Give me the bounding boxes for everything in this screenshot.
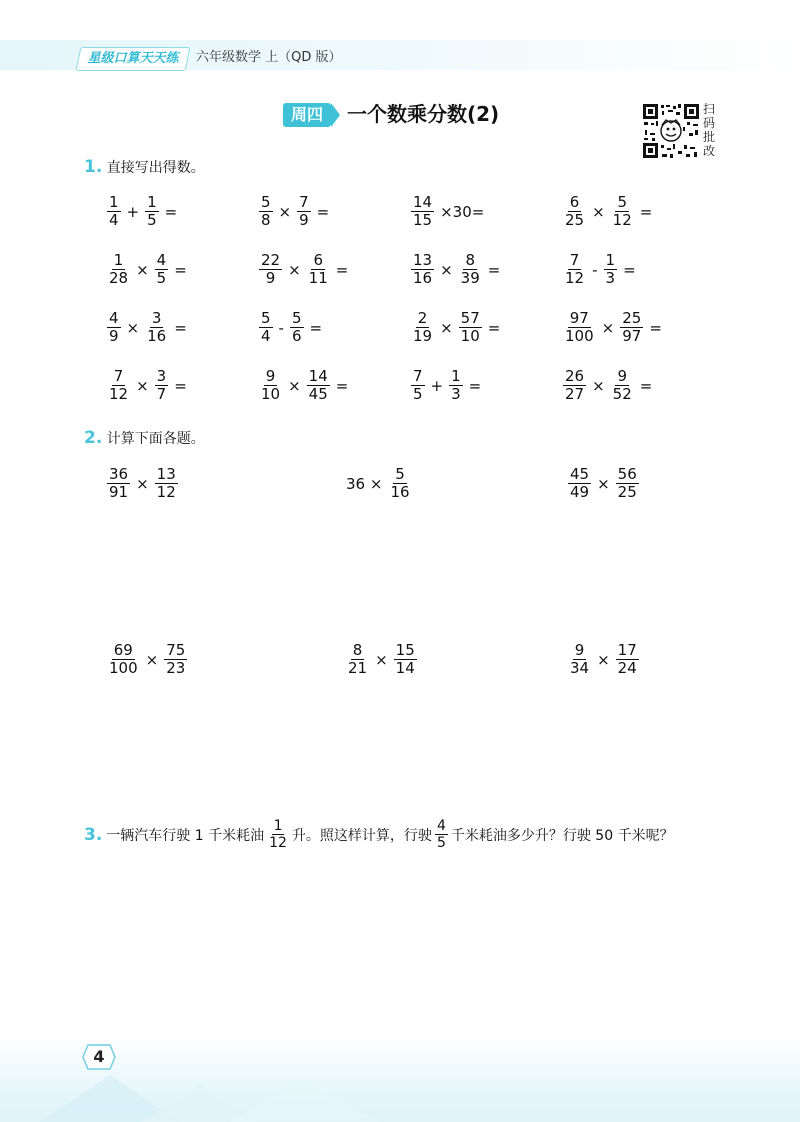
- page-number: 4: [93, 1047, 105, 1066]
- denominator: 25: [617, 483, 637, 501]
- numerator: 9: [574, 641, 585, 659]
- numerator: 8: [465, 251, 475, 269]
- fraction: [259, 194, 273, 229]
- oral-calc-problem: [560, 368, 655, 403]
- denominator: 19: [413, 327, 433, 345]
- operator: ×: [592, 376, 605, 395]
- oral-calc-problem: [104, 252, 190, 287]
- operator: =: [309, 318, 323, 337]
- problem-text: 千米耗油多少升？行驶 50 千米呢？: [450, 827, 674, 844]
- numerator: 3: [156, 367, 167, 385]
- lesson-title: 一个数乘分数(2): [347, 102, 500, 126]
- oral-calc-problem: [560, 252, 639, 287]
- denominator: 27: [565, 385, 585, 403]
- fraction: [145, 194, 159, 229]
- oral-calc-problem: [408, 252, 503, 287]
- fraction: [604, 252, 618, 287]
- numerator: 7: [113, 367, 124, 385]
- operator: =: [487, 260, 501, 279]
- fraction: [563, 194, 586, 229]
- operator: ×: [592, 202, 605, 221]
- denominator: 100: [565, 327, 594, 345]
- fraction: [611, 194, 634, 229]
- fraction: [297, 194, 311, 229]
- denominator: 91: [109, 483, 129, 501]
- operator: =: [174, 260, 187, 279]
- numerator: 1: [451, 367, 461, 385]
- operator: ×: [145, 650, 159, 669]
- operator: =: [639, 376, 653, 395]
- denominator: 12: [269, 835, 287, 851]
- numerator: 13: [413, 251, 433, 269]
- fraction: [307, 252, 330, 287]
- operator: ×: [136, 474, 149, 493]
- denominator: 12: [565, 269, 585, 287]
- numerator: 6: [569, 193, 580, 211]
- operator: +: [126, 202, 140, 221]
- numerator: 5: [261, 309, 271, 327]
- numerator: 5: [395, 465, 405, 483]
- operator: ×: [288, 376, 301, 395]
- numerator: 7: [569, 251, 580, 269]
- operator: =: [174, 318, 187, 337]
- operator: =: [335, 376, 349, 395]
- denominator: 34: [570, 659, 590, 677]
- denominator: 9: [109, 327, 119, 345]
- problem-text: 升。照这样计算，行驶: [291, 827, 432, 844]
- denominator: 8: [261, 211, 271, 229]
- section-3-problem: [84, 818, 674, 851]
- numerator: 14: [308, 367, 328, 385]
- section-2-heading: [84, 427, 205, 450]
- numerator: 75: [166, 641, 186, 659]
- day-badge: 周四: [283, 103, 331, 127]
- scan-char: 码: [703, 116, 716, 130]
- fraction: [290, 310, 304, 345]
- oral-calc-problem: [560, 310, 665, 345]
- fraction: [346, 642, 369, 677]
- oral-calc-problem: [256, 194, 332, 229]
- numerator: 97: [569, 309, 589, 327]
- operator: ×: [126, 318, 140, 337]
- fraction: [107, 310, 121, 345]
- numerator: 15: [395, 641, 415, 659]
- denominator: 10: [261, 385, 281, 403]
- qr-code-icon[interactable]: [642, 103, 700, 159]
- fraction: [611, 368, 634, 403]
- numerator: 45: [570, 465, 590, 483]
- oral-calc-problem: [256, 252, 351, 287]
- scan-char: 批: [703, 130, 716, 144]
- denominator: 23: [166, 659, 186, 677]
- numerator: 36: [109, 465, 129, 483]
- denominator: 5: [147, 211, 157, 229]
- numerator: 69: [113, 641, 133, 659]
- denominator: 15: [413, 211, 433, 229]
- fraction: [620, 310, 643, 345]
- numerator: 9: [265, 367, 276, 385]
- oral-calc-problem: [104, 368, 190, 403]
- denominator: 12: [156, 483, 176, 501]
- fraction: [568, 642, 591, 677]
- denominator: 16: [413, 269, 433, 287]
- numerator: 7: [413, 367, 423, 385]
- oral-calc-problem: [256, 310, 325, 345]
- numerator: 14: [413, 193, 433, 211]
- operator: =: [649, 318, 662, 337]
- denominator: 12: [109, 385, 129, 403]
- numerator: 1: [113, 251, 124, 269]
- fraction: [307, 368, 330, 403]
- fraction: [107, 252, 130, 287]
- denominator: 12: [612, 211, 632, 229]
- denominator: 14: [395, 659, 415, 677]
- fraction: [568, 466, 591, 501]
- denominator: 45: [308, 385, 328, 403]
- numerator: 4: [109, 309, 119, 327]
- denominator: 5: [413, 385, 423, 403]
- numerator: 13: [156, 465, 176, 483]
- oral-calc-problem: [104, 194, 180, 229]
- book-title: 六年级数学 上（QD 版）: [196, 50, 342, 65]
- section-instruction: 直接写出得数。: [106, 160, 205, 176]
- fraction: [107, 194, 121, 229]
- numerator: 1: [109, 193, 119, 211]
- operator: =: [335, 260, 349, 279]
- denominator: 24: [617, 659, 637, 677]
- denominator: 3: [605, 269, 616, 287]
- operator: ×: [288, 260, 301, 279]
- scan-char: 扫: [703, 102, 716, 116]
- calculation-problem: [104, 466, 181, 501]
- numerator: 5: [291, 309, 302, 327]
- denominator: 9: [265, 269, 276, 287]
- denominator: 7: [156, 385, 167, 403]
- fraction: [155, 252, 169, 287]
- section-number: 2.: [84, 428, 103, 448]
- fraction: [449, 368, 463, 403]
- denominator: 16: [147, 327, 167, 345]
- fraction: [411, 194, 434, 229]
- numerator: 3: [151, 309, 162, 327]
- operator: ×: [375, 650, 388, 669]
- oral-calc-problem: [408, 194, 487, 229]
- oral-calc-problem: [256, 368, 351, 403]
- numerator: 2: [417, 309, 428, 327]
- denominator: 25: [565, 211, 585, 229]
- operator: -: [592, 260, 598, 279]
- denominator: 21: [348, 659, 368, 677]
- fraction: [411, 252, 434, 287]
- operator: ×: [136, 260, 149, 279]
- numerator: 1: [147, 193, 157, 211]
- fraction: [164, 642, 187, 677]
- section-1-heading: [84, 156, 205, 179]
- denominator: 6: [291, 327, 302, 345]
- calculation-problem: [343, 466, 415, 501]
- numerator: 6: [313, 251, 323, 269]
- operator: ×30=: [440, 202, 485, 221]
- fraction: [435, 818, 448, 851]
- fraction: [411, 310, 434, 345]
- denominator: 16: [390, 483, 410, 501]
- numerator: 1: [605, 251, 616, 269]
- numerator: 9: [617, 367, 627, 385]
- numerator: 7: [299, 193, 309, 211]
- numerator: 1: [273, 818, 283, 834]
- numerator: 25: [622, 309, 642, 327]
- numerator: 26: [565, 367, 585, 385]
- operator: =: [164, 202, 178, 221]
- calculation-problem: [343, 642, 420, 677]
- oral-calc-problem: [408, 368, 484, 403]
- numerator: 57: [460, 309, 480, 327]
- fraction: [459, 310, 482, 345]
- fraction: [394, 642, 417, 677]
- fraction: [563, 368, 586, 403]
- oral-calc-problem: [560, 194, 655, 229]
- denominator: 5: [436, 835, 446, 851]
- scan-correction-label: [703, 102, 717, 158]
- fraction: [563, 252, 586, 287]
- operator: +: [430, 376, 444, 395]
- fraction: [155, 368, 169, 403]
- operator: =: [623, 260, 636, 279]
- operator: -: [278, 318, 284, 337]
- operator: ×: [440, 260, 453, 279]
- fraction: [107, 368, 130, 403]
- numerator: 5: [261, 193, 271, 211]
- fraction: [145, 310, 168, 345]
- denominator: 49: [570, 483, 590, 501]
- fraction: [259, 310, 273, 345]
- fraction: [616, 642, 639, 677]
- section-number: 1.: [84, 157, 103, 177]
- denominator: 4: [109, 211, 119, 229]
- denominator: 97: [622, 327, 642, 345]
- numerator: 56: [617, 465, 637, 483]
- operator: ×: [597, 474, 610, 493]
- operator: =: [639, 202, 653, 221]
- denominator: 10: [460, 327, 480, 345]
- denominator: 9: [299, 211, 309, 229]
- operator: ×: [440, 318, 453, 337]
- operator: =: [174, 376, 187, 395]
- numerator: 8: [352, 641, 363, 659]
- fraction: [388, 466, 411, 501]
- numerator: 22: [261, 251, 281, 269]
- calculation-problem: [565, 642, 642, 677]
- operator: ×: [597, 650, 610, 669]
- fraction: [616, 466, 639, 501]
- numerator: 17: [617, 641, 637, 659]
- series-label: [75, 47, 190, 71]
- denominator: 28: [109, 269, 129, 287]
- denominator: 5: [156, 269, 167, 287]
- numerator: 4: [156, 251, 167, 269]
- fraction: [107, 466, 130, 501]
- calculation-problem: [104, 642, 190, 677]
- denominator: 39: [460, 269, 480, 287]
- calculation-problem: [565, 466, 642, 501]
- oral-calc-problem: [104, 310, 190, 345]
- operator: ×: [278, 202, 292, 221]
- fraction: [563, 310, 596, 345]
- denominator: 4: [261, 327, 271, 345]
- section-instruction: 计算下面各题。: [106, 431, 205, 447]
- scan-char: 改: [703, 144, 716, 158]
- fraction: [267, 818, 289, 851]
- oral-calc-problem: [408, 310, 503, 345]
- operator: ×: [601, 318, 615, 337]
- denominator: 3: [451, 385, 461, 403]
- operator: =: [468, 376, 482, 395]
- series-text: 星级口算天天练: [87, 51, 179, 66]
- fraction: [259, 252, 282, 287]
- fraction: [155, 466, 178, 501]
- denominator: 11: [308, 269, 328, 287]
- numerator: 5: [617, 193, 627, 211]
- fraction: [259, 368, 282, 403]
- footer-decoration: [0, 1035, 800, 1122]
- fraction: [459, 252, 482, 287]
- operator: 36 ×: [346, 474, 383, 493]
- operator: =: [487, 318, 501, 337]
- section-number: 3.: [84, 824, 103, 845]
- denominator: 100: [109, 659, 138, 677]
- fraction: [411, 368, 425, 403]
- fraction: [107, 642, 140, 677]
- denominator: 52: [612, 385, 632, 403]
- numerator: 4: [436, 818, 446, 834]
- operator: =: [316, 202, 330, 221]
- operator: ×: [136, 376, 149, 395]
- problem-text: 一辆汽车行驶 1 千米耗油: [106, 827, 265, 844]
